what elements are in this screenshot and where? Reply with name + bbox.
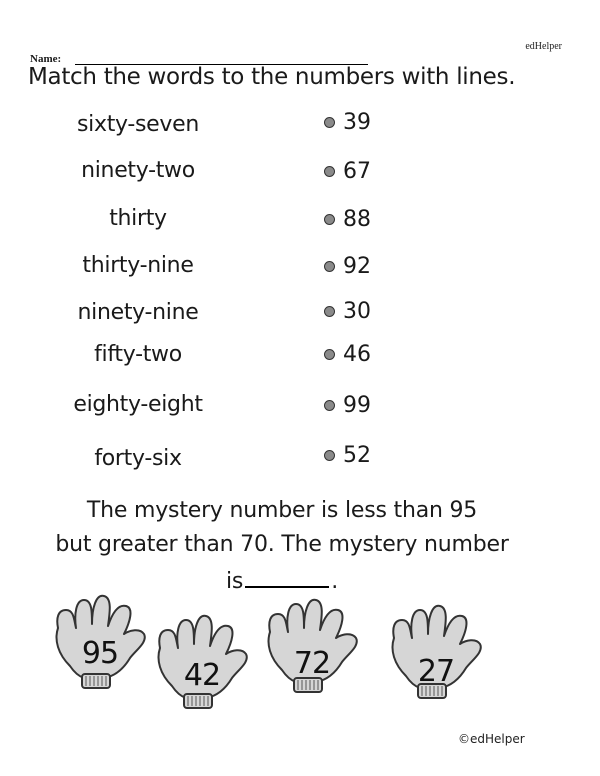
number-label: 67 [343, 159, 371, 184]
word-item: fifty-two [94, 342, 182, 367]
glove-number: 42 [183, 658, 221, 693]
word-item: eighty-eight [73, 392, 203, 417]
word-item: forty-six [94, 446, 182, 471]
glove-number: 72 [293, 646, 331, 681]
word-item: ninety-nine [77, 300, 199, 325]
match-dot[interactable] [324, 117, 335, 128]
number-label: 52 [343, 443, 371, 468]
name-label: Name: [30, 53, 62, 65]
match-dot[interactable] [324, 450, 335, 461]
word-item: thirty [109, 206, 167, 231]
number-item [324, 207, 371, 232]
number-label: 46 [343, 342, 371, 367]
copyright: ©edHelper [458, 732, 525, 746]
number-label: 88 [343, 207, 371, 232]
glove-card[interactable] [150, 608, 254, 716]
glove-number: 95 [81, 636, 119, 671]
number-label: 39 [343, 110, 371, 135]
match-dot[interactable] [324, 306, 335, 317]
glove-card[interactable] [384, 598, 488, 706]
word-item: thirty-nine [82, 253, 194, 278]
match-dot[interactable] [324, 214, 335, 225]
match-dot[interactable] [324, 261, 335, 272]
match-dot[interactable] [324, 400, 335, 411]
riddle-prefix: is [226, 569, 244, 594]
instructions: Match the words to the numbers with lines. [28, 64, 516, 90]
glove-number: 27 [417, 654, 455, 689]
riddle-suffix: . [331, 569, 338, 594]
word-item: ninety-two [81, 158, 195, 183]
number-label: 30 [343, 299, 371, 324]
number-item [324, 110, 371, 135]
glove-icon [384, 598, 488, 706]
number-item [324, 443, 371, 468]
number-label: 99 [343, 393, 371, 418]
number-label: 92 [343, 254, 371, 279]
riddle-line: but greater than 70. The mystery number [55, 532, 509, 557]
match-dot[interactable] [324, 166, 335, 177]
glove-card[interactable] [260, 592, 364, 700]
brand-label: edHelper [525, 41, 562, 52]
match-dot[interactable] [324, 349, 335, 360]
number-item [324, 159, 371, 184]
word-item: sixty-seven [77, 112, 199, 137]
riddle-line: The mystery number is less than 95 [86, 498, 478, 523]
number-item [324, 342, 371, 367]
glove-card[interactable] [48, 588, 152, 696]
number-item [324, 254, 371, 279]
number-item [324, 393, 371, 418]
answer-blank[interactable] [245, 566, 329, 588]
number-item [324, 299, 371, 324]
